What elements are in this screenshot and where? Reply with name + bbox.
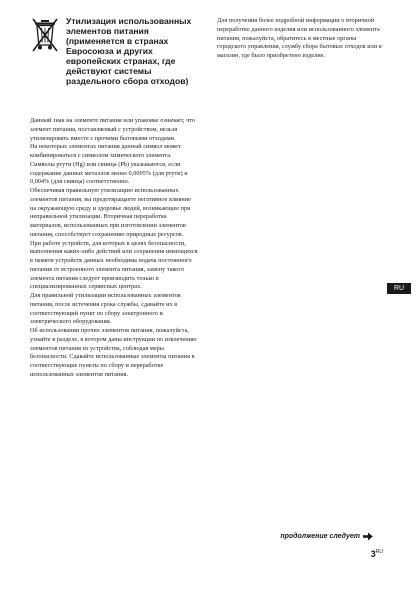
right-arrow-icon [363,532,373,541]
language-tab: RU [387,283,411,294]
left-column [30,117,198,380]
paragraph: Данный знак на элементе питания или упаковке означает, что элемент питания, поставляемый с устройством, нельзя утилизировать вместе с прочими бытовыми отходами. [30,117,196,142]
continued-label: продолжение следует [280,533,360,540]
paragraph: Для получения более подробной информации о вторичной переработке данного изделия или использованного элемента питания, пожалуйста, обратитесь в местные органы городского управления, службу сбора бытовых отходов или в магазин, где было приобретено изделие. [217,17,382,59]
page-number [343,547,383,560]
paragraph: Обеспечивая правильную утилизацию использованных элементов питания, вы предотвращаете негативное влияние на окружающую среду и здоровье людей, возникающее при неправильной утилизации. Вторичная переработка материалов, использованных при изготовлении элементов питания, способствует сохранению природных ресурсов. [30,187,191,238]
crossed-out-wheeled-bin-icon [30,17,60,55]
page-number-value: 3 [370,549,376,559]
paragraph: При работе устройств, для которых в целях безопасности, выполнения каких-либо действий или сохранения имеющихся в памяти устройств данных необходима подача постоянного питания от встроенного элемента питания, замену такого элемента питания следует производить только в специализированных сервисных центрах. [30,239,198,291]
paragraph: Об использовании прочих элементов питания, пожалуйста, узнайте в разделе, в котором даны инструкции по извлечению элементов питания из устройства, соблюдая меры безопасности. Сдавайте использованные элементы питания в соответствующие пункты по сбору и переработке использованных элементов питания. [30,327,197,378]
paragraph: Для правильной утилизации использованных элементов питания, после истечения срока службы, сдавайте их в соответствующий пункт по сбору электронного и электрического оборудования. [30,292,181,326]
page-number-suffix: RU [375,549,383,555]
paragraph: На некоторых элементах питания данный символ может комбинироваться с символом химического элемента. Символы ртути (Hg) или свинца (Pb) указываются, если содержание данных металлов менее 0,0005% (для ртути) и 0,004% (для свинца) соответственно. [30,143,188,186]
right-column [217,17,383,61]
section-title: Утилизация использованных элементов питания (применяется в странах Евросоюза и других европейских странах, где действуют системы раздельного сбора отходов) [66,16,192,86]
